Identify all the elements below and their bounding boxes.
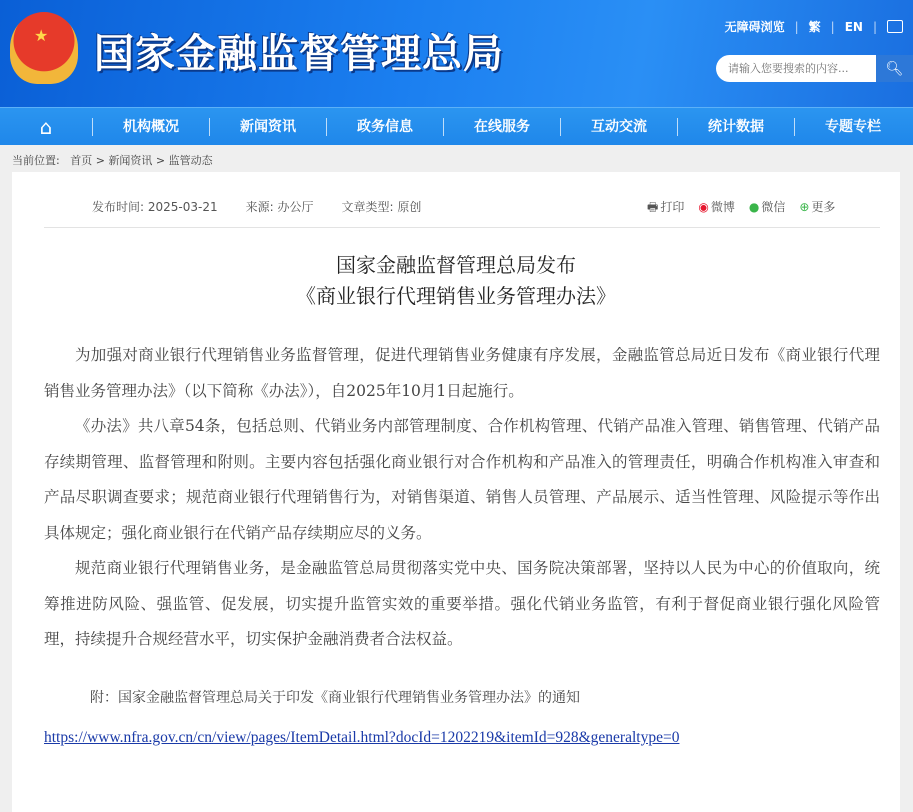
wechat-share-button[interactable] [749, 198, 786, 219]
plus-circle-icon: ⊕ [799, 200, 810, 214]
search-input[interactable] [716, 55, 876, 82]
more-share-button[interactable] [799, 198, 835, 219]
breadcrumb: 当前位置: 首页 > 新闻资讯 > 监管动态 [12, 154, 213, 167]
search-box [716, 55, 913, 82]
main-nav [0, 107, 913, 145]
paragraph: 为加强对商业银行代理销售业务监督管理，促进代理销售业务健康有序发展，金融监管总局近日发布《商业银行代理销售业务管理办法》（以下简称《办法》），自2025年10月1日起施行。 [44, 346, 880, 400]
nav-item-special-topics[interactable]: 专题专栏 [794, 118, 911, 136]
nav-item-online-services[interactable]: 在线服务 [443, 118, 560, 136]
breadcrumb-news[interactable]: 新闻资讯 [108, 154, 153, 167]
print-button[interactable] [647, 198, 684, 219]
top-links: 无障碍浏览 | 繁 | EN | [725, 18, 903, 35]
article-title [12, 250, 900, 312]
article-body [44, 338, 880, 658]
nav-item-about[interactable]: 机构概况 [92, 118, 209, 136]
breadcrumb-label: 当前位置: [12, 154, 60, 167]
more-label: 更多 [811, 200, 836, 214]
accessibility-link[interactable]: 无障碍浏览 [724, 20, 785, 34]
print-label: 打印 [660, 200, 685, 214]
nav-item-news[interactable]: 新闻资讯 [209, 118, 326, 136]
share-bar [647, 198, 835, 219]
article-type: 文章类型: 原创 [341, 200, 422, 214]
paragraph: 《办法》共八章54条，包括总则、代销业务内部管理制度、合作机构管理、代销产品准入管理、销售管理、代销产品存续期管理、监督管理和附则。主要内容包括强化商业银行对合作机构和产品准入的管理责任，明确合作机构准入审查和产品尽职调查要求；规范商业银行代理销售行为，对销售渠道、销售人员管理、产品展示、适当性管理、风险提示等作出具体规定；强化商业银行在代销产品存续期应尽的义务。 [44, 417, 880, 542]
nav-item-interaction[interactable]: 互动交流 [560, 118, 677, 136]
publish-date: 发布时间: 2025-03-21 [92, 200, 218, 214]
title-line-2: 《商业银行代理销售业务管理办法》 [296, 284, 616, 308]
printer-icon: 🖶 [647, 200, 659, 214]
paragraph: 规范商业银行代理销售业务，是金融监管总局贯彻落实党中央、国务院决策部署，坚持以人民为中心的价值取向，统筹推进防风险、强监管、促发展，切实提升监管实效的重要举措。强化代销业务监管，有利于督促商业银行强化风险管理，持续提升合规经营水平，切实保护金融消费者合法权益。 [44, 559, 880, 648]
weibo-label: 微博 [710, 200, 735, 214]
site-title[interactable]: 国家金融监督管理总局 [94, 31, 504, 77]
nav-item-government-info[interactable]: 政务信息 [326, 118, 443, 136]
wechat-label: 微信 [761, 200, 786, 214]
attachment-note: 附：国家金融监督管理总局关于印发《商业银行代理销售业务管理办法》的通知 [90, 690, 580, 706]
article-source: 来源: 办公厅 [245, 200, 314, 214]
mail-icon[interactable] [887, 20, 903, 33]
search-icon: 🔍︎ [885, 60, 904, 77]
weibo-icon: ◉ [698, 200, 709, 214]
search-button[interactable] [876, 55, 913, 82]
traditional-chinese-link[interactable]: 繁 [808, 20, 821, 34]
breadcrumb-home[interactable]: 首页 [70, 154, 93, 167]
national-emblem-logo: ★ [10, 12, 78, 84]
article-panel [12, 172, 900, 812]
breadcrumb-regulatory-news[interactable]: 监管动态 [168, 154, 213, 167]
site-header [0, 0, 913, 107]
home-icon[interactable]: ⌂ [39, 114, 53, 139]
title-line-1: 国家金融监督管理总局发布 [336, 253, 576, 277]
divider [44, 227, 880, 228]
english-link[interactable]: EN [844, 19, 863, 34]
weibo-share-button[interactable] [698, 198, 735, 219]
nav-item-statistics[interactable]: 统计数据 [677, 118, 794, 136]
wechat-icon: ● [748, 200, 760, 214]
article-meta [92, 198, 421, 215]
attachment-link[interactable]: https://www.nfra.gov.cn/cn/view/pages/ItemDetail.html?docId=1202219&itemId=928&generaltype=0 [44, 729, 680, 746]
